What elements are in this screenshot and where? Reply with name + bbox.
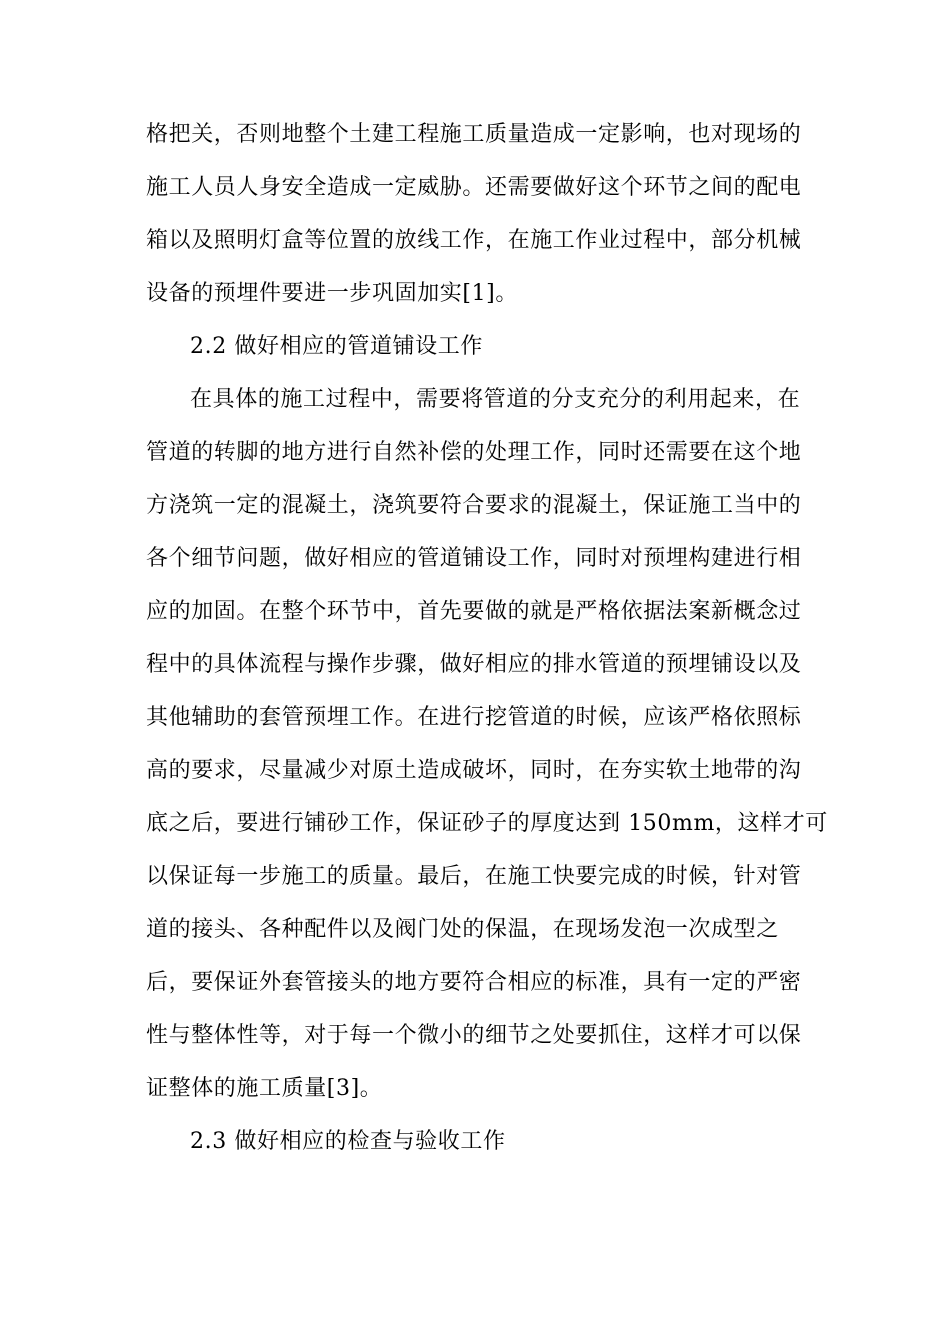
section-heading-2-3: 2.3 做好相应的检查与验收工作 <box>190 1129 506 1154</box>
paragraph-2-line-8: 高的要求，尽量减少对原土造成破坏，同时，在夯实软土地带的沟 <box>146 758 802 783</box>
paragraph-1-line-3: 箱以及照明灯盒等位置的放线工作，在施工作业过程中，部分机械 <box>146 228 802 253</box>
paragraph-2-line-7: 其他辅助的套管预埋工作。在进行挖管道的时候，应该严格依照标 <box>146 705 802 730</box>
paragraph-1-line-4: 设备的预埋件要进一步巩固加实[1]。 <box>146 281 518 306</box>
paragraph-2-line-11: 道的接头、各种配件以及阀门处的保温，在现场发泡一次成型之 <box>146 917 779 942</box>
paragraph-2-line-12: 后，要保证外套管接头的地方要符合相应的标准，具有一定的严密 <box>146 970 802 995</box>
paragraph-2-line-14: 证整体的施工质量[3]。 <box>146 1076 383 1101</box>
paragraph-2-line-2: 管道的转脚的地方进行自然补偿的处理工作，同时还需要在这个地 <box>146 440 802 465</box>
paragraph-1-line-2: 施工人员人身安全造成一定威胁。还需要做好这个环节之间的配电 <box>146 175 802 200</box>
paragraph-1-line-1: 格把关，否则地整个土建工程施工质量造成一定影响，也对现场的 <box>146 122 802 147</box>
paragraph-2-line-1: 在具体的施工过程中，需要将管道的分支充分的利用起来，在 <box>190 387 801 412</box>
paragraph-2-line-13: 性与整体性等，对于每一个微小的细节之处要抓住，这样才可以保 <box>146 1023 802 1048</box>
paragraph-2-line-10: 以保证每一步施工的质量。最后，在施工快要完成的时候，针对管 <box>146 864 802 889</box>
paragraph-2-line-6: 程中的具体流程与操作步骤，做好相应的排水管道的预埋铺设以及 <box>146 652 802 677</box>
section-heading-2-2: 2.2 做好相应的管道铺设工作 <box>190 334 483 359</box>
paragraph-2-line-4: 各个细节问题，做好相应的管道铺设工作，同时对预埋构建进行相 <box>146 546 802 571</box>
paragraph-2-line-9: 底之后，要进行铺砂工作，保证砂子的厚度达到 150mm，这样才可 <box>146 811 828 836</box>
paragraph-2-line-5: 应的加固。在整个环节中，首先要做的就是严格依据法案新概念过 <box>146 599 802 624</box>
paragraph-2-line-3: 方浇筑一定的混凝土，浇筑要符合要求的混凝土，保证施工当中的 <box>146 493 802 518</box>
